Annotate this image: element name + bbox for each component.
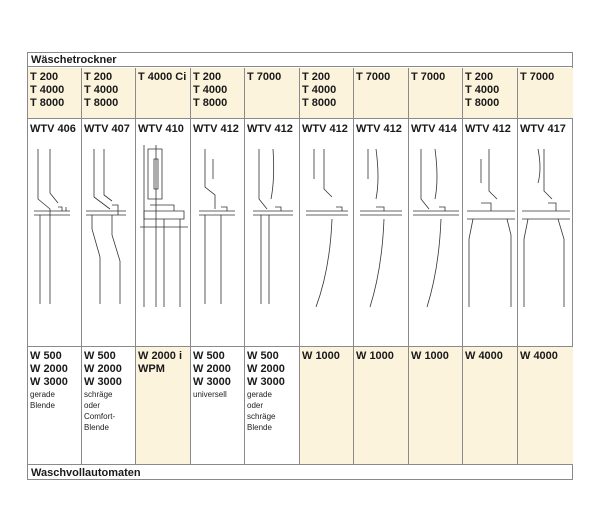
model-cell bbox=[353, 119, 408, 346]
dryer-list bbox=[136, 68, 190, 84]
model-cell bbox=[244, 119, 299, 346]
washer-cell bbox=[81, 347, 135, 464]
dryer-cell bbox=[244, 68, 299, 118]
dryer-model: T 7000 bbox=[520, 71, 555, 83]
dryer-cell bbox=[135, 68, 190, 118]
dryer-model: T 4000 bbox=[302, 84, 337, 96]
dryer-model: T 7000 bbox=[247, 71, 282, 83]
washer-cell bbox=[28, 347, 81, 464]
panel-note: Blende bbox=[30, 401, 55, 410]
dryer-model: T 200 bbox=[302, 71, 331, 83]
washer-cell bbox=[244, 347, 299, 464]
dryers-row bbox=[28, 68, 572, 119]
dryer-model: T 8000 bbox=[84, 97, 119, 109]
washer-model: W 3000 bbox=[84, 376, 122, 388]
dryer-cell bbox=[517, 68, 573, 118]
dryer-list bbox=[245, 68, 299, 84]
dryer-list bbox=[463, 68, 517, 110]
washer-list bbox=[136, 347, 190, 376]
model-cell bbox=[190, 119, 244, 346]
washer-model: W 3000 bbox=[30, 376, 68, 388]
dryer-list bbox=[409, 68, 462, 84]
washer-model: W 500 bbox=[30, 350, 62, 362]
panel-note: Comfort- bbox=[84, 412, 116, 421]
dryer-model: T 8000 bbox=[465, 97, 500, 109]
stacking-kit-model: WTV 410 bbox=[138, 123, 184, 135]
washer-list bbox=[300, 347, 353, 363]
washer-list bbox=[409, 347, 462, 363]
dryer-model: T 200 bbox=[84, 71, 113, 83]
dryer-model: T 8000 bbox=[302, 97, 337, 109]
washer-cell bbox=[299, 347, 353, 464]
dryer-list bbox=[191, 68, 244, 110]
panel-note: universell bbox=[193, 390, 227, 399]
dryer-model: T 4000 Ci bbox=[138, 71, 187, 83]
dryer-model: T 7000 bbox=[411, 71, 446, 83]
dryer-model: T 4000 bbox=[30, 84, 65, 96]
washer-model: W 2000 bbox=[30, 363, 68, 375]
model-cell bbox=[135, 119, 190, 346]
washer-model: W 2000 bbox=[84, 363, 122, 375]
washer-cell bbox=[517, 347, 573, 464]
washer-model: W 3000 bbox=[193, 376, 231, 388]
washers-row bbox=[28, 347, 572, 464]
dryer-model: T 8000 bbox=[193, 97, 228, 109]
panel-note: gerade bbox=[30, 390, 55, 399]
stacking-kit-drawing bbox=[191, 139, 244, 345]
dryer-list bbox=[354, 68, 408, 84]
dryer-cell bbox=[408, 68, 462, 118]
dryer-model: T 200 bbox=[465, 71, 494, 83]
model-cell bbox=[28, 119, 81, 346]
dryers-header: Wäschetrockner bbox=[28, 53, 572, 67]
stacking-kit-drawing bbox=[463, 139, 517, 345]
stacking-kit-drawing bbox=[82, 139, 135, 345]
washer-model: W 1000 bbox=[356, 350, 394, 362]
washer-cell bbox=[408, 347, 462, 464]
washer-list bbox=[82, 347, 135, 433]
stacking-kit-model: WTV 412 bbox=[193, 123, 239, 135]
stacking-kit-model: WTV 414 bbox=[411, 123, 457, 135]
stacking-kit-drawing bbox=[518, 139, 573, 345]
washer-cell bbox=[135, 347, 190, 464]
dryer-model: T 8000 bbox=[30, 97, 65, 109]
dryer-cell bbox=[353, 68, 408, 118]
washer-model: WPM bbox=[138, 363, 165, 375]
models-row bbox=[28, 119, 572, 347]
model-cell bbox=[517, 119, 573, 346]
dryer-cell bbox=[299, 68, 353, 118]
panel-note: schräge bbox=[247, 412, 276, 421]
dryer-cell bbox=[190, 68, 244, 118]
dryer-model: T 4000 bbox=[84, 84, 119, 96]
washer-model: W 2000 bbox=[247, 363, 285, 375]
stacking-kit-drawing bbox=[136, 139, 190, 345]
stacking-kit-model: WTV 412 bbox=[465, 123, 511, 135]
stacking-kit-drawing bbox=[245, 139, 299, 345]
stacking-kit-model: WTV 412 bbox=[247, 123, 293, 135]
washer-list bbox=[518, 347, 573, 363]
washer-cell bbox=[353, 347, 408, 464]
dryer-list bbox=[28, 68, 81, 110]
washers-header: Waschvollautomaten bbox=[28, 464, 572, 480]
stacking-kit-drawing bbox=[354, 139, 408, 345]
panel-note: Blende bbox=[247, 423, 272, 432]
dryer-model: T 200 bbox=[193, 71, 222, 83]
washer-list bbox=[354, 347, 408, 363]
dryer-cell bbox=[28, 68, 81, 118]
washer-model: W 4000 bbox=[465, 350, 503, 362]
model-cell bbox=[408, 119, 462, 346]
stacking-kit-drawing bbox=[28, 139, 81, 345]
panel-note: schräge bbox=[84, 390, 113, 399]
washer-list bbox=[245, 347, 299, 433]
stacking-kit-model: WTV 406 bbox=[30, 123, 76, 135]
washer-cell bbox=[462, 347, 517, 464]
washer-list bbox=[463, 347, 517, 363]
dryer-model: T 200 bbox=[30, 71, 59, 83]
dryer-model: T 4000 bbox=[465, 84, 500, 96]
washer-model: W 500 bbox=[84, 350, 116, 362]
washer-cell bbox=[190, 347, 244, 464]
stacking-kit-model: WTV 412 bbox=[356, 123, 402, 135]
model-cell bbox=[462, 119, 517, 346]
panel-note: gerade bbox=[247, 390, 272, 399]
dryer-model: T 7000 bbox=[356, 71, 391, 83]
dryer-cell bbox=[81, 68, 135, 118]
stacking-kit-model: WTV 412 bbox=[302, 123, 348, 135]
washer-model: W 2000 i bbox=[138, 350, 183, 362]
washer-list bbox=[28, 347, 81, 411]
washer-model: W 500 bbox=[247, 350, 279, 362]
panel-note: oder bbox=[247, 401, 264, 410]
dryer-list bbox=[300, 68, 353, 110]
washer-model: W 1000 bbox=[302, 350, 340, 362]
compatibility-table bbox=[27, 52, 573, 480]
dryer-list bbox=[82, 68, 135, 110]
washer-model: W 1000 bbox=[411, 350, 449, 362]
dryer-cell bbox=[462, 68, 517, 118]
stacking-kit-drawing bbox=[300, 139, 353, 345]
stacking-kit-model: WTV 417 bbox=[520, 123, 566, 135]
stacking-kit-drawing bbox=[409, 139, 462, 345]
stacking-kit-model: WTV 407 bbox=[84, 123, 130, 135]
washer-model: W 500 bbox=[193, 350, 225, 362]
panel-note: oder bbox=[84, 401, 101, 410]
dryer-list bbox=[518, 68, 573, 84]
washer-model: W 4000 bbox=[520, 350, 558, 362]
panel-note: Blende bbox=[84, 423, 109, 432]
model-cell bbox=[81, 119, 135, 346]
washer-model: W 2000 bbox=[193, 363, 231, 375]
washer-model: W 3000 bbox=[247, 376, 285, 388]
model-cell bbox=[299, 119, 353, 346]
dryer-model: T 4000 bbox=[193, 84, 228, 96]
washer-list bbox=[191, 347, 244, 400]
